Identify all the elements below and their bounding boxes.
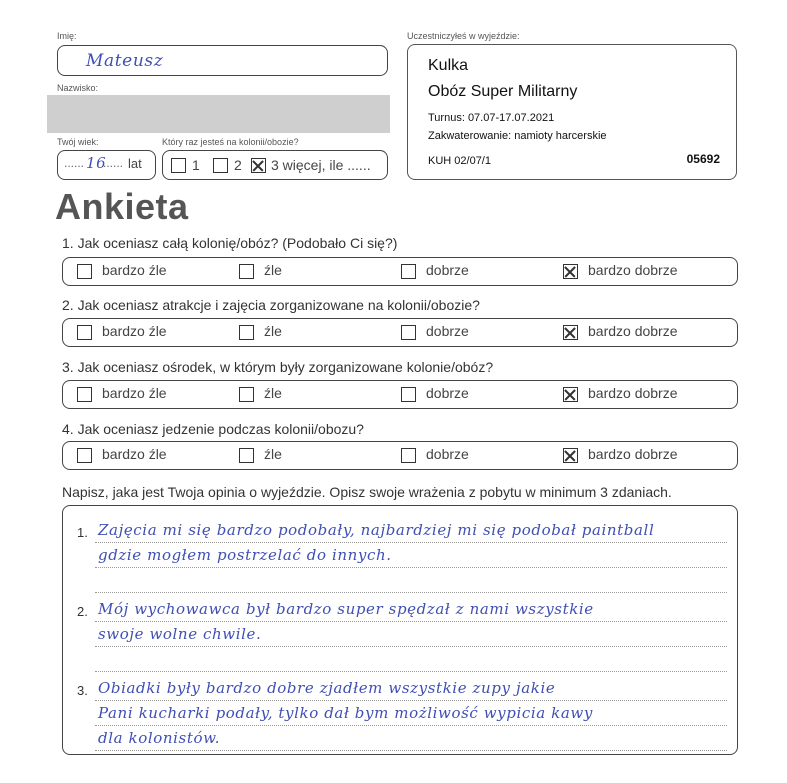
question-2-option-1-label: bardzo źle [102, 323, 167, 339]
times-1-label: 1 [192, 157, 200, 173]
question-3-option-2-checkbox[interactable] [239, 387, 254, 402]
question-2-option-3-checkbox[interactable] [401, 325, 416, 340]
times-2-checkbox[interactable] [213, 158, 228, 173]
age-unit: lat [128, 156, 142, 171]
survey-title: Ankieta [55, 186, 189, 227]
answer-3-number: 3. [77, 683, 88, 698]
question-3-option-3-label: dobrze [426, 385, 469, 401]
last-name-label: Nazwisko: [57, 83, 99, 93]
answer-2-line-2: swoje wolne chwile. [98, 625, 262, 643]
answer-3-line-1: Obiadki były bardzo dobre zjadłem wszystkie zupy jakie [98, 679, 556, 697]
trip-accommodation: Zakwaterowanie: namioty harcerskie [428, 130, 607, 142]
trip-code: KUH 02/07/1 [428, 155, 491, 167]
question-1-option-1-checkbox[interactable] [77, 264, 92, 279]
question-3-text: 3. Jak oceniasz ośrodek, w którym były zorganizowane kolonie/obóz? [62, 359, 494, 375]
times-3-checkbox[interactable] [251, 158, 266, 173]
opinion-prompt: Napisz, jaka jest Twoja opinia o wyjeździe. Opisz swoje wrażenia z pobytu w minimum 3 zdaniach. [62, 484, 672, 500]
question-3-option-3-checkbox[interactable] [401, 387, 416, 402]
first-name-label: Imię: [57, 31, 77, 41]
question-2-option-3-label: dobrze [426, 323, 469, 339]
trip-camp-name: Obóz Super Militarny [428, 83, 578, 100]
question-4-option-2-label: źle [264, 446, 282, 462]
question-2-text: 2. Jak oceniasz atrakcje i zajęcia zorganizowane na kolonii/obozie? [62, 297, 480, 313]
question-3-option-1-label: bardzo źle [102, 385, 167, 401]
question-4-option-2-checkbox[interactable] [239, 448, 254, 463]
question-1-option-3-label: dobrze [426, 262, 469, 278]
age-dots-left: ...... [64, 156, 85, 170]
age-dots-right: ...... [103, 156, 124, 170]
question-2-option-4-label: bardzo dobrze [588, 323, 678, 339]
answer-1-dotted-line [95, 542, 727, 543]
question-3-option-4-label: bardzo dobrze [588, 385, 678, 401]
question-4-option-4-label: bardzo dobrze [588, 446, 678, 462]
question-1-text: 1. Jak oceniasz całą kolonię/obóz? (Podobało Ci się?) [62, 235, 398, 251]
answer-1-line-2: gdzie mogłem postrzelać do innych. [98, 546, 392, 564]
answer-1-dotted-line [95, 592, 727, 593]
times-1-checkbox[interactable] [171, 158, 186, 173]
age-value: 16 [86, 154, 107, 172]
answer-3-dotted-line [95, 700, 727, 701]
answer-2-line-1: Mój wychowawca był bardzo super spędzał z nami wszystkie [98, 600, 594, 618]
question-2-option-2-label: źle [264, 323, 282, 339]
answer-1-dotted-line [95, 567, 727, 568]
question-1-option-2-checkbox[interactable] [239, 264, 254, 279]
answer-1-number: 1. [77, 525, 88, 540]
trip-number: 05692 [686, 152, 720, 166]
question-1-option-4-label: bardzo dobrze [588, 262, 678, 278]
times-field [162, 150, 388, 180]
first-name-value: Mateusz [86, 51, 164, 71]
question-4-option-3-checkbox[interactable] [401, 448, 416, 463]
question-1-option-3-checkbox[interactable] [401, 264, 416, 279]
times-3-label: 3 więcej, ile ...... [271, 157, 371, 173]
answer-2-dotted-line [95, 671, 727, 672]
times-2-label: 2 [234, 157, 242, 173]
trip-info-box [407, 44, 737, 180]
age-field[interactable] [57, 150, 156, 180]
answer-3-line-2: Pani kucharki podały, tylko dał bym możliwość wypicia kawy [98, 704, 593, 722]
question-1-option-1-label: bardzo źle [102, 262, 167, 278]
question-3-option-4-checkbox[interactable] [563, 387, 578, 402]
trip-label: Uczestniczyłeś w wyjeździe: [407, 31, 520, 41]
question-4-text: 4. Jak oceniasz jedzenie podczas kolonii/obozu? [62, 421, 364, 437]
trip-company: Kulka [428, 57, 469, 74]
question-1-option-4-checkbox[interactable] [563, 264, 578, 279]
answer-3-dotted-line [95, 750, 727, 751]
question-3-option-2-label: źle [264, 385, 282, 401]
trip-turnus: Turnus: 07.07-17.07.2021 [428, 112, 555, 124]
answer-2-number: 2. [77, 604, 88, 619]
age-label: Twój wiek: [57, 137, 99, 147]
answer-3-dotted-line [95, 725, 727, 726]
first-name-field[interactable] [57, 45, 388, 76]
question-1-option-2-label: źle [264, 262, 282, 278]
answer-3-line-3: dla kolonistów. [98, 729, 221, 747]
question-3-option-1-checkbox[interactable] [77, 387, 92, 402]
question-4-option-3-label: dobrze [426, 446, 469, 462]
question-4-option-1-checkbox[interactable] [77, 448, 92, 463]
question-4-option-4-checkbox[interactable] [563, 448, 578, 463]
last-name-redacted [47, 95, 390, 133]
answer-2-dotted-line [95, 646, 727, 647]
answer-2-dotted-line [95, 621, 727, 622]
question-4-option-1-label: bardzo źle [102, 446, 167, 462]
question-2-option-4-checkbox[interactable] [563, 325, 578, 340]
question-2-option-2-checkbox[interactable] [239, 325, 254, 340]
answer-1-line-1: Zajęcia mi się bardzo podobały, najbardziej mi się podobał paintball [98, 521, 655, 539]
question-2-option-1-checkbox[interactable] [77, 325, 92, 340]
times-label: Który raz jesteś na kolonii/obozie? [162, 137, 299, 147]
